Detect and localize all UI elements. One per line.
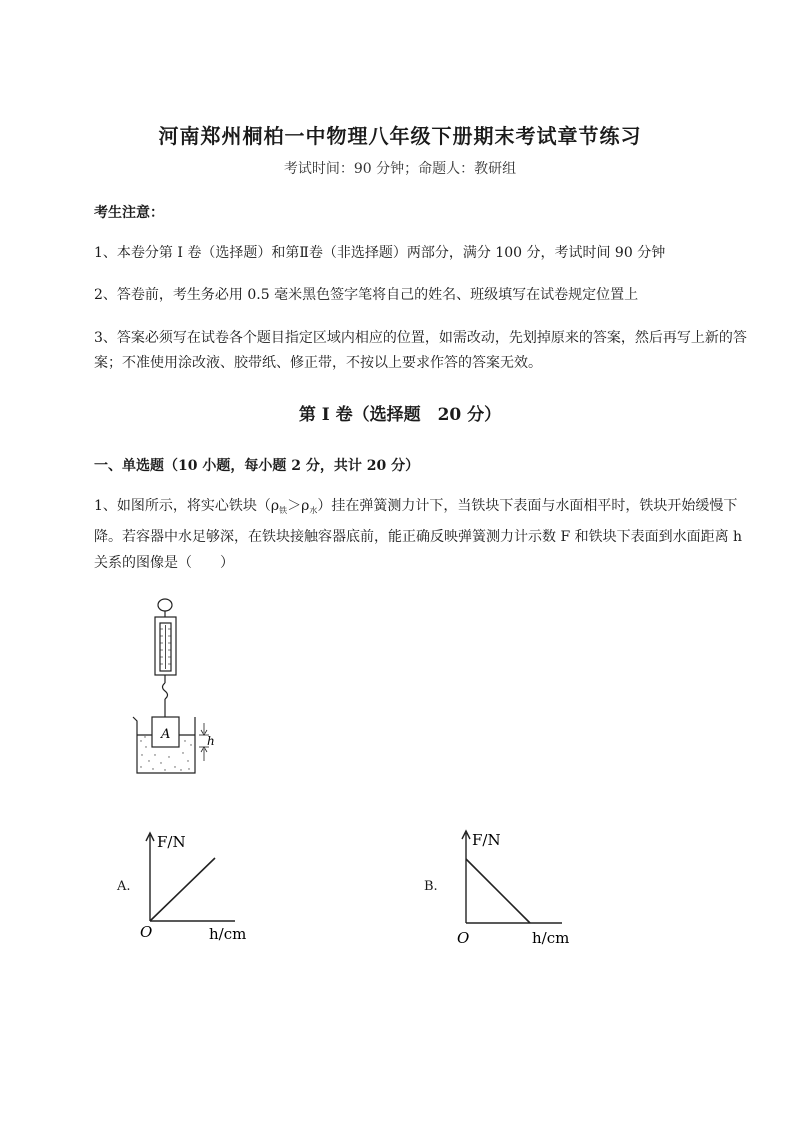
option-b-y-axis: F/N [472, 831, 501, 849]
block-label: A [161, 727, 171, 742]
page-title: 河南郑州桐柏一中物理八年级下册期末考试章节练习 [158, 124, 642, 148]
question-1-part1: 1、如图所示，将实心铁块（ρ [94, 498, 280, 514]
option-b-graph [452, 825, 582, 950]
question-group-heading: 一、单选题（10 小题，每小题 2 分，共计 20 分） [94, 458, 420, 474]
question-1-part2: ）挂在弹簧测力计下，当铁块下表面与水面相平时，铁块开始缓慢下降。若容器中水足够深，在铁块接触容器底前，能正确反映弹簧测力计示数 F 和铁块下表面到水面距离 h 关系的图像是（ ） [94, 498, 743, 571]
option-a-origin: O [140, 923, 153, 941]
section-title: 第 I 卷（选择题 20 分） [298, 405, 502, 425]
option-a-y-axis: F/N [157, 833, 186, 851]
greater-than-rho: ＞ρ [287, 498, 310, 514]
notice-item-1: 1、本卷分第 I 卷（选择题）和第Ⅱ卷（非选择题）两部分，满分 100 分，考试时间 90 分钟 [94, 245, 666, 261]
notice-item-2: 2、答卷前，考生务必用 0.5 毫米黑色签字笔将自己的姓名、班级填写在试卷规定位置上 [94, 287, 639, 303]
depth-label: h [207, 734, 215, 748]
option-a-graph [135, 825, 255, 945]
notice-item-3: 3、答案必须写在试卷各个题目指定区域内相应的位置，如需改动，先划掉原来的答案，然后再写上新的答案；不准使用涂改液、胶带纸、修正带，不按以上要求作答的答案无效。 [94, 330, 747, 371]
density-subscript-water: 水 [309, 506, 318, 515]
option-b-x-axis: h/cm [532, 929, 570, 947]
option-b-label[interactable]: B. [424, 879, 438, 894]
density-subscript-iron: 铁 [279, 506, 288, 515]
option-a-label[interactable]: A. [117, 879, 131, 894]
spring-scale-figure [125, 595, 225, 785]
notice-heading: 考生注意： [94, 205, 164, 221]
option-a-x-axis: h/cm [209, 925, 247, 943]
question-1-text [94, 493, 754, 576]
option-b-origin: O [457, 929, 470, 947]
exam-info: 考试时间：90 分钟；命题人：教研组 [283, 161, 517, 177]
